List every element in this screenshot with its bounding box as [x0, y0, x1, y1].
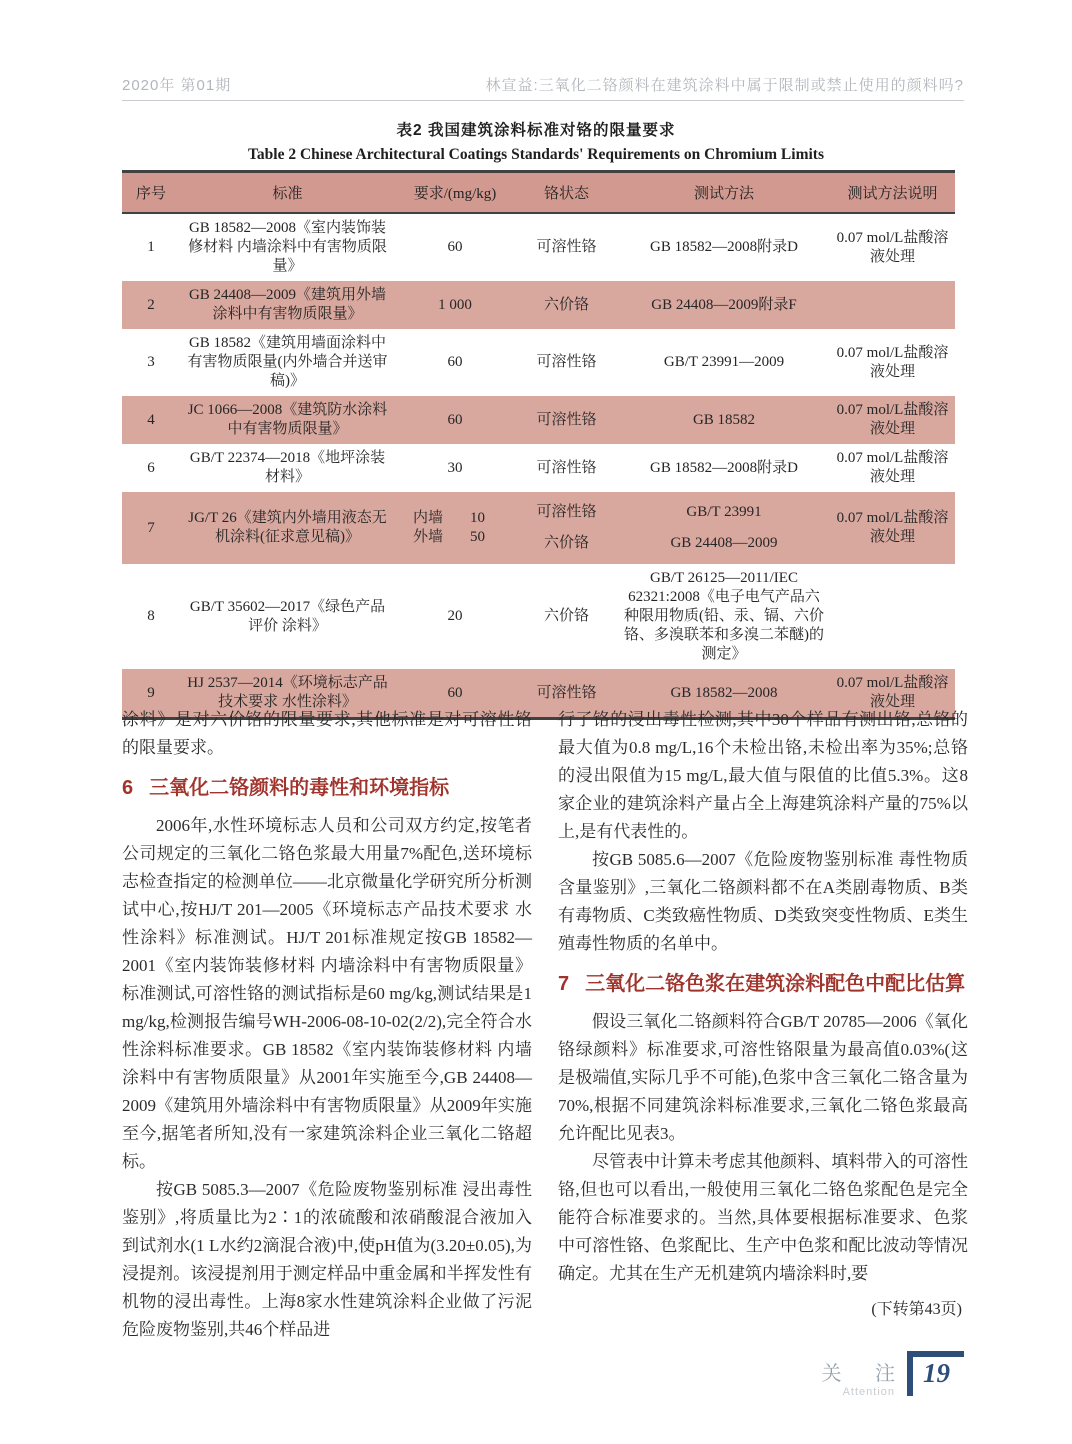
cell-method: GB 18582—2008附录D — [650, 239, 798, 255]
running-title: 林宣益:三氧化二铬颜料在建筑涂料中属于限制或禁止使用的颜料吗? — [485, 77, 964, 94]
cell-standard: HJ 2537—2014《环境标志产品技术要求 水性涂料》 — [180, 669, 395, 719]
table-row-split — [122, 492, 955, 564]
subrow-interior — [399, 509, 511, 528]
cell-method: GB 18582—2008 — [618, 669, 830, 719]
area-label: 外墙 — [413, 529, 444, 545]
cell-standard: GB 18582—2008《室内装饰装修材料 内墙涂料中有害物质限量》 — [188, 220, 387, 274]
paragraph: 行了铬的浸出毒性检测,其中30个样品有测出铬,总铬的最大值为0.8 mg/L,16个未检出铬,未检出率为35%;总铬的浸出限值为15 mg/L,最大值与限值的比值5.3%。这8家企业的建筑涂料产量占全上海建筑涂料产量的75%以上,是有代表性的。 — [558, 710, 968, 841]
cell-note: 0.07 mol/L盐酸溶液处理 — [830, 396, 955, 444]
cell-note: 0.07 mol/L盐酸溶液处理 — [836, 450, 949, 485]
table-row — [122, 213, 955, 281]
cell-standard: JG/T 26《建筑内外墙用液态无机涂料(征求意见稿)》 — [180, 492, 395, 564]
cell-standard: GB/T 22374—2018《地坪涂装材料》 — [189, 450, 386, 485]
cell-method: GB/T 23991—2009 — [663, 354, 785, 370]
cell-method: GB/T 26125—2011/IEC 62321:2008《电子电气产品六种限用物质(铅、汞、镉、六价铬、多溴联苯和多溴二苯醚)的测定》 — [624, 570, 824, 662]
cell-no: 2 — [122, 281, 180, 329]
cell-method: GB 18582—2008附录D — [650, 459, 798, 476]
issue-label: 2020年 第01期 — [122, 77, 232, 94]
col-header-no: 序号 — [122, 172, 180, 214]
area-label: 内墙 — [413, 510, 444, 526]
cell-no: 6 — [147, 459, 155, 476]
section-number: 6 — [122, 777, 134, 799]
page-number: 19 — [907, 1351, 964, 1396]
cell-requirement: 60 — [447, 239, 463, 255]
left-column — [122, 706, 532, 1344]
table-row — [122, 329, 955, 396]
article-body — [122, 706, 968, 1344]
cell-note: 0.07 mol/L盐酸溶液处理 — [830, 669, 955, 719]
cell-state: 可溶性铬 — [515, 396, 618, 444]
table-header-row — [122, 172, 955, 214]
cell-note: 0.07 mol/L盐酸溶液处理 — [836, 344, 949, 380]
area-value: 50 — [470, 529, 485, 545]
cell-state: 可溶性铬 — [536, 354, 597, 370]
footer-label-zh: 关 注 — [821, 1363, 909, 1385]
cell-state: 可溶性铬 — [536, 459, 597, 476]
section-number: 7 — [558, 973, 570, 995]
continuation-note: (下转第43页) — [871, 1301, 962, 1318]
cell-requirement: 30 — [447, 459, 463, 476]
cell-note: 0.07 mol/L盐酸溶液处理 — [836, 229, 949, 265]
cell-no: 7 — [122, 492, 180, 564]
paragraph: 涂料》是对六价铬的限量要求,其他标准是对可溶性铬的限量要求。 — [122, 710, 532, 757]
cell-standard: GB 24408—2009《建筑用外墙涂料中有害物质限量》 — [180, 281, 395, 329]
table-title-en: Table 2 Chinese Architectural Coatings Standards' Requirements on Chromium Limits — [248, 146, 824, 163]
cell-note — [830, 281, 955, 329]
cell-requirement: 60 — [395, 669, 515, 719]
right-column — [558, 706, 968, 1344]
cell-note — [830, 564, 955, 669]
cell-standard: JC 1066—2008《建筑防水涂料中有害物质限量》 — [180, 396, 395, 444]
table-title-zh: 表2 我国建筑涂料标准对铬的限量要求 — [396, 122, 676, 139]
cell-method-split — [618, 492, 830, 564]
paragraph: 2006年,水性环境标志人员和公司双方约定,按笔者公司规定的三氧化二铬色浆最大用量7%配色,送环境标志检查指定的检测单位——北京微量化学研究所分析测试中心,按HJ/T 201—2005《环境标志产品技术要求 水性涂料》标准测试。HJ/T 201标准规定按GB 18582—2001《室内装饰装修材料 内墙涂料中有害物质限量》标准测试,可溶性铬的测试指标是60 mg/kg,测试结果是1 mg/kg,检测报告编号WH-2006-08-10-02(2/2),完全符合水性涂料标准要求。GB 18582《室内装饰装修材料 内墙涂料中有害物质限量》从2001年实施至今,GB 24408—2009《建筑用外墙涂料中有害物质限量》从2009年实施至今,据笔者所知,没有一家建筑涂料企业三氧化二铬超标。 — [122, 816, 532, 1171]
footer-section-label — [821, 1357, 909, 1398]
cell-requirement: 20 — [447, 608, 463, 624]
method-interior: GB/T 23991 — [686, 504, 762, 520]
section-heading-6 — [122, 775, 532, 802]
table-row — [122, 444, 955, 492]
chromium-limits-table — [122, 170, 955, 720]
state-interior: 可溶性铬 — [536, 504, 597, 520]
method-exterior: GB 24408—2009 — [670, 535, 778, 551]
cell-standard: GB 18582《建筑用墙面涂料中有害物质限量(内外墙合并送审稿)》 — [187, 335, 388, 389]
cell-method: GB 24408—2009附录F — [618, 281, 830, 329]
paragraph: 假设三氧化二铬颜料符合GB/T 20785—2006《氧化铬绿颜料》标准要求,可溶性铬限量为最高值0.03%(这是极端值,实际几乎不可能),色浆中含三氧化二铬含量为70%,根据不同建筑涂料标准要求,三氧化二铬色浆最高允许配比见表3。 — [558, 1012, 968, 1143]
cell-no: 4 — [122, 396, 180, 444]
section-heading-7 — [558, 971, 968, 998]
table-row — [122, 396, 955, 444]
col-header-requirement: 要求/(mg/kg) — [395, 172, 515, 214]
footer-label-en: Attention — [842, 1386, 895, 1398]
cell-state: 六价铬 — [543, 608, 589, 624]
cell-state-split — [515, 492, 618, 564]
cell-state: 可溶性铬 — [515, 669, 618, 719]
cell-requirement: 1 000 — [395, 281, 515, 329]
table-row — [122, 281, 955, 329]
page-footer — [821, 1351, 964, 1398]
cell-no: 1 — [147, 239, 155, 255]
cell-requirement: 60 — [395, 396, 515, 444]
cell-no: 9 — [122, 669, 180, 719]
cell-method: GB 18582 — [618, 396, 830, 444]
table-titles — [0, 118, 1072, 164]
section-title: 三氧化二铬颜料的毒性和环境指标 — [149, 777, 450, 799]
cell-state: 六价铬 — [515, 281, 618, 329]
subrow-exterior — [399, 528, 511, 547]
paragraph: 按GB 5085.3—2007《危险废物鉴别标准 浸出毒性鉴别》,将质量比为2∶1的浓硫酸和浓硝酸混合液加入到试剂水(1 L水约2滴混合液)中,使pH值为(3.20±0.05),为浸提剂。该浸提剂用于测定样品中重金属和半挥发性有机物的浸出毒性。上海8家水性建筑涂料企业做了污泥危险废物鉴别,共46个样品进 — [122, 1180, 532, 1339]
cell-requirement-split — [395, 492, 515, 564]
col-header-standard: 标准 — [180, 172, 395, 214]
section-title: 三氧化二铬色浆在建筑涂料配色中配比估算 — [585, 973, 966, 995]
state-exterior: 六价铬 — [543, 535, 589, 551]
col-header-method: 测试方法 — [618, 172, 830, 214]
area-value: 10 — [470, 510, 485, 526]
col-header-state: 铬状态 — [515, 172, 618, 214]
cell-state: 可溶性铬 — [536, 239, 597, 255]
running-head — [122, 74, 964, 101]
cell-note: 0.07 mol/L盐酸溶液处理 — [830, 492, 955, 564]
paragraph: 按GB 5085.6—2007《危险废物鉴别标准 毒性物质含量鉴别》,三氧化二铬颜料都不在A类剧毒物质、B类有毒物质、C类致癌性物质、D类致突变性物质、E类生殖毒性物质的名单中。 — [558, 850, 968, 953]
cell-no: 8 — [147, 608, 155, 624]
cell-requirement: 60 — [447, 354, 463, 370]
table-row — [122, 564, 955, 669]
cell-standard: GB/T 35602—2017《绿色产品评价 涂料》 — [189, 598, 386, 634]
paragraph: 尽管表中计算未考虑其他颜料、填料带入的可溶性铬,但也可以看出,一般使用三氧化二铬色浆配色是完全能符合标准要求的。当然,具体要根据标准要求、色浆中可溶性铬、色浆配比、生产中色浆和配比波动等情况确定。尤其在生产无机建筑内墙涂料时,要 — [558, 1152, 968, 1283]
cell-no: 3 — [147, 354, 155, 370]
col-header-note: 测试方法说明 — [830, 172, 955, 214]
